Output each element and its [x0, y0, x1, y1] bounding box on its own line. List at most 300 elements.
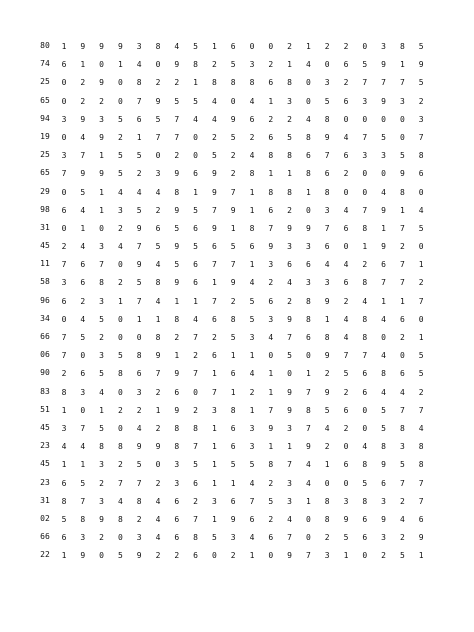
grid-cell: 4	[136, 60, 142, 70]
grid-cell: 4	[155, 260, 161, 270]
grid-cell: 4	[136, 187, 142, 197]
grid-cell: 0	[80, 351, 86, 361]
grid-cell: 0	[324, 478, 330, 488]
grid-cell: 2	[155, 478, 161, 488]
grid-cell: 1	[117, 60, 123, 70]
grid-cell: 9	[381, 96, 386, 106]
grid-cell: 4	[155, 296, 161, 306]
grid-cell: 0	[80, 405, 86, 415]
grid-row	[40, 388, 440, 406]
grid-cell: 3	[99, 496, 104, 506]
grid-row	[40, 406, 440, 424]
grid-cell: 1	[230, 387, 236, 397]
grid-cell: 4	[381, 187, 386, 197]
grid-cell: 7	[362, 132, 368, 142]
grid-cell: 2	[155, 423, 161, 433]
grid-cell: 9	[117, 42, 123, 51]
grid-cell: 3	[418, 114, 424, 124]
grid-cell: 3	[362, 151, 368, 161]
grid-cell: 4	[343, 132, 349, 142]
grid-cell: 9	[80, 114, 86, 124]
grid-cell: 6	[61, 478, 67, 488]
row-header-number: 94	[40, 113, 50, 123]
grid-cell: 7	[99, 260, 104, 270]
grid-cell: 6	[174, 514, 180, 524]
grid-cell: 5	[418, 351, 424, 361]
grid-cell: 2	[418, 278, 424, 288]
grid-cell: 1	[249, 551, 255, 561]
grid-cell: 3	[136, 42, 142, 51]
grid-cell: 2	[155, 205, 161, 215]
grid-cell: 1	[117, 296, 123, 306]
row-header-number: 11	[40, 259, 50, 269]
grid-cell: 9	[287, 551, 292, 561]
grid-cell: 0	[61, 223, 67, 233]
grid-cell: 3	[287, 423, 292, 433]
grid-cell: 5	[61, 514, 67, 524]
grid-cell: 4	[343, 314, 349, 324]
grid-cell: 6	[230, 42, 236, 51]
row-header-number: 65	[40, 95, 50, 105]
grid-cell: 6	[268, 296, 274, 306]
grid-cell: 5	[249, 460, 255, 470]
grid-cell: 4	[80, 242, 86, 252]
grid-cell: 1	[155, 314, 161, 324]
grid-cell: 3	[211, 405, 217, 415]
grid-cell: 5	[174, 223, 180, 233]
grid-cell: 3	[343, 496, 349, 506]
grid-row	[40, 169, 440, 187]
grid-cell: 6	[343, 223, 349, 233]
grid-cell: 4	[249, 278, 255, 288]
grid-cell: 2	[287, 114, 292, 124]
grid-cell: 4	[305, 478, 311, 488]
grid-cell: 5	[136, 278, 142, 288]
grid-cell: 8	[136, 78, 142, 88]
grid-cell: 1	[136, 314, 142, 324]
grid-cell: 2	[324, 533, 330, 543]
grid-cell: 9	[211, 169, 217, 179]
grid-cell: 0	[381, 169, 386, 179]
grid-cell: 1	[211, 442, 217, 452]
grid-cell: 0	[362, 187, 368, 197]
grid-cell: 0	[99, 60, 104, 70]
grid-cell: 9	[155, 351, 161, 361]
grid-cell: 3	[381, 533, 386, 543]
grid-cell: 3	[174, 478, 180, 488]
grid-cell: 6	[305, 333, 311, 342]
grid-cell: 9	[174, 405, 180, 415]
grid-cell: 0	[155, 460, 161, 470]
grid-cell: 6	[362, 387, 368, 397]
grid-cell: 0	[193, 151, 198, 161]
grid-cell: 7	[418, 296, 424, 306]
grid-cell: 2	[193, 496, 198, 506]
grid-cell: 0	[362, 551, 368, 561]
grid-cell: 7	[399, 260, 405, 270]
grid-cell: 7	[287, 533, 292, 543]
grid-cell: 6	[61, 533, 67, 543]
grid-cell: 4	[249, 151, 255, 161]
grid-cell: 2	[80, 96, 86, 106]
grid-cell: 2	[174, 333, 180, 342]
grid-cell: 0	[61, 96, 67, 106]
grid-cell: 5	[80, 333, 86, 342]
grid-row	[40, 315, 440, 333]
grid-cell: 8	[324, 514, 330, 524]
grid-cell: 4	[193, 314, 198, 324]
number-grid	[40, 42, 440, 569]
grid-cell: 9	[80, 42, 86, 51]
grid-cell: 8	[117, 442, 123, 452]
grid-cell: 4	[362, 442, 368, 452]
grid-cell: 0	[117, 260, 123, 270]
grid-cell: 9	[399, 169, 405, 179]
grid-cell: 8	[381, 369, 386, 379]
grid-cell: 1	[268, 169, 274, 179]
grid-cell: 0	[117, 533, 123, 543]
grid-cell: 5	[136, 205, 142, 215]
grid-cell: 8	[117, 514, 123, 524]
grid-cell: 7	[174, 114, 180, 124]
row-header-number: 83	[40, 386, 50, 396]
grid-cell: 7	[211, 260, 217, 270]
grid-cell: 8	[418, 460, 424, 470]
row-header-number: 31	[40, 495, 50, 505]
grid-cell: 2	[193, 405, 198, 415]
grid-cell: 8	[287, 78, 292, 88]
grid-cell: 3	[287, 96, 292, 106]
grid-cell: 2	[268, 60, 274, 70]
grid-cell: 9	[155, 442, 161, 452]
grid-cell: 1	[249, 187, 255, 197]
grid-cell: 4	[305, 114, 311, 124]
grid-cell: 0	[230, 96, 236, 106]
grid-cell: 9	[99, 78, 104, 88]
grid-cell: 8	[305, 405, 311, 415]
grid-cell: 6	[193, 478, 198, 488]
grid-cell: 4	[249, 478, 255, 488]
grid-cell: 4	[136, 423, 142, 433]
grid-cell: 6	[343, 151, 349, 161]
grid-cell: 5	[399, 151, 405, 161]
grid-cell: 1	[418, 551, 424, 561]
grid-cell: 6	[305, 260, 311, 270]
grid-cell: 5	[99, 423, 104, 433]
grid-cell: 7	[117, 478, 123, 488]
grid-cell: 6	[381, 260, 386, 270]
grid-cell: 7	[381, 278, 386, 288]
grid-cell: 1	[193, 78, 198, 88]
row-header-number: 29	[40, 186, 50, 196]
grid-cell: 0	[287, 369, 292, 379]
grid-cell: 2	[343, 387, 349, 397]
grid-cell: 7	[362, 78, 368, 88]
grid-cell: 6	[80, 369, 86, 379]
grid-cell: 2	[155, 78, 161, 88]
grid-cell: 9	[174, 169, 180, 179]
grid-cell: 0	[117, 387, 123, 397]
grid-cell: 7	[381, 78, 386, 88]
grid-cell: 9	[136, 223, 142, 233]
grid-cell: 5	[117, 551, 123, 561]
grid-cell: 9	[381, 514, 386, 524]
grid-cell: 6	[343, 405, 349, 415]
grid-cell: 6	[268, 132, 274, 142]
grid-cell: 8	[324, 187, 330, 197]
grid-cell: 7	[193, 333, 198, 342]
grid-row	[40, 424, 440, 442]
grid-cell: 9	[305, 223, 311, 233]
grid-cell: 6	[418, 514, 424, 524]
grid-row	[40, 97, 440, 115]
grid-cell: 3	[99, 460, 104, 470]
grid-cell: 2	[136, 169, 142, 179]
grid-cell: 9	[287, 387, 292, 397]
grid-cell: 0	[117, 423, 123, 433]
grid-cell: 9	[174, 242, 180, 252]
grid-cell: 3	[399, 96, 405, 106]
grid-cell: 5	[230, 132, 236, 142]
grid-cell: 6	[381, 478, 386, 488]
grid-cell: 6	[80, 278, 86, 288]
grid-cell: 2	[155, 551, 161, 561]
grid-cell: 0	[117, 96, 123, 106]
grid-cell: 8	[249, 169, 255, 179]
grid-cell: 7	[399, 478, 405, 488]
grid-cell: 8	[362, 278, 368, 288]
grid-row	[40, 551, 440, 569]
grid-cell: 8	[268, 151, 274, 161]
grid-cell: 7	[193, 369, 198, 379]
grid-cell: 5	[230, 60, 236, 70]
grid-cell: 6	[324, 242, 330, 252]
grid-cell: 1	[211, 460, 217, 470]
grid-cell: 8	[155, 278, 161, 288]
grid-cell: 5	[249, 314, 255, 324]
grid-cell: 2	[61, 369, 67, 379]
grid-cell: 0	[324, 60, 330, 70]
grid-cell: 0	[117, 314, 123, 324]
grid-cell: 9	[211, 187, 217, 197]
grid-cell: 6	[193, 260, 198, 270]
row-header-number: 90	[40, 368, 50, 378]
grid-cell: 8	[61, 496, 67, 506]
grid-cell: 6	[230, 369, 236, 379]
grid-cell: 1	[99, 405, 104, 415]
grid-cell: 7	[80, 151, 86, 161]
grid-cell: 7	[418, 405, 424, 415]
grid-cell: 8	[155, 42, 161, 51]
grid-cell: 1	[305, 42, 311, 51]
grid-cell: 0	[381, 333, 386, 342]
grid-cell: 6	[174, 387, 180, 397]
grid-cell: 7	[418, 478, 424, 488]
grid-cell: 2	[193, 351, 198, 361]
grid-cell: 2	[230, 296, 236, 306]
grid-row	[40, 460, 440, 478]
grid-cell: 5	[193, 205, 198, 215]
grid-cell: 3	[136, 387, 142, 397]
grid-cell: 6	[155, 223, 161, 233]
grid-cell: 6	[230, 442, 236, 452]
grid-cell: 4	[211, 114, 217, 124]
grid-row	[40, 206, 440, 224]
grid-cell: 3	[362, 96, 368, 106]
grid-cell: 7	[193, 514, 198, 524]
grid-cell: 3	[399, 442, 405, 452]
grid-cell: 3	[61, 423, 67, 433]
grid-cell: 6	[399, 314, 405, 324]
grid-cell: 3	[381, 496, 386, 506]
grid-cell: 7	[362, 351, 368, 361]
grid-cell: 3	[381, 151, 386, 161]
grid-cell: 9	[230, 114, 236, 124]
grid-cell: 1	[230, 223, 236, 233]
grid-cell: 3	[136, 533, 142, 543]
grid-cell: 0	[362, 405, 368, 415]
grid-cell: 8	[249, 78, 255, 88]
grid-cell: 1	[399, 205, 405, 215]
grid-cell: 1	[99, 205, 104, 215]
grid-cell: 6	[268, 78, 274, 88]
grid-cell: 5	[362, 478, 368, 488]
grid-cell: 4	[155, 496, 161, 506]
grid-cell: 5	[80, 187, 86, 197]
grid-cell: 9	[211, 223, 217, 233]
grid-cell: 2	[99, 533, 104, 543]
grid-row	[40, 224, 440, 242]
grid-cell: 2	[174, 151, 180, 161]
grid-row	[40, 133, 440, 151]
grid-cell: 4	[418, 423, 424, 433]
grid-cell: 4	[117, 187, 123, 197]
grid-cell: 4	[193, 114, 198, 124]
grid-cell: 6	[343, 96, 349, 106]
grid-cell: 2	[230, 151, 236, 161]
grid-cell: 5	[155, 114, 161, 124]
grid-cell: 6	[268, 533, 274, 543]
grid-cell: 8	[399, 187, 405, 197]
grid-cell: 3	[211, 496, 217, 506]
grid-cell: 0	[268, 42, 274, 51]
grid-cell: 3	[324, 551, 330, 561]
grid-cell: 0	[305, 78, 311, 88]
grid-cell: 4	[305, 60, 311, 70]
grid-cell: 1	[343, 551, 349, 561]
grid-cell: 4	[80, 442, 86, 452]
grid-cell: 0	[399, 114, 405, 124]
grid-cell: 5	[117, 114, 123, 124]
grid-cell: 0	[343, 114, 349, 124]
grid-cell: 1	[381, 296, 386, 306]
grid-cell: 9	[136, 551, 142, 561]
grid-cell: 2	[249, 132, 255, 142]
grid-cell: 4	[381, 314, 386, 324]
grid-cell: 8	[305, 314, 311, 324]
grid-cell: 0	[99, 551, 104, 561]
row-header-number: 19	[40, 131, 50, 141]
grid-cell: 1	[211, 278, 217, 288]
grid-row	[40, 479, 440, 497]
grid-cell: 5	[381, 405, 386, 415]
grid-cell: 6	[61, 205, 67, 215]
grid-cell: 6	[211, 314, 217, 324]
grid-cell: 0	[193, 132, 198, 142]
grid-cell: 1	[174, 351, 180, 361]
grid-cell: 1	[287, 60, 292, 70]
grid-cell: 7	[362, 205, 368, 215]
grid-cell: 0	[61, 132, 67, 142]
row-header-number: 66	[40, 332, 50, 341]
grid-cell: 9	[418, 533, 424, 543]
grid-cell: 5	[324, 405, 330, 415]
grid-cell: 6	[418, 169, 424, 179]
grid-cell: 5	[287, 132, 292, 142]
grid-cell: 5	[249, 296, 255, 306]
grid-cell: 6	[343, 278, 349, 288]
grid-cell: 1	[99, 151, 104, 161]
grid-cell: 3	[324, 78, 330, 88]
grid-cell: 2	[399, 496, 405, 506]
grid-cell: 2	[230, 551, 236, 561]
grid-cell: 5	[230, 333, 236, 342]
grid-cell: 1	[99, 187, 104, 197]
grid-cell: 3	[305, 278, 311, 288]
row-header-number: 66	[40, 532, 50, 542]
grid-cell: 2	[155, 387, 161, 397]
grid-cell: 2	[324, 369, 330, 379]
grid-cell: 6	[193, 278, 198, 288]
grid-cell: 2	[117, 460, 123, 470]
grid-cell: 7	[155, 369, 161, 379]
grid-cell: 1	[193, 296, 198, 306]
grid-cell: 2	[61, 242, 67, 252]
grid-cell: 2	[117, 405, 123, 415]
grid-cell: 4	[61, 442, 67, 452]
grid-cell: 3	[249, 423, 255, 433]
grid-cell: 0	[399, 132, 405, 142]
grid-cell: 6	[362, 533, 368, 543]
grid-cell: 9	[305, 442, 311, 452]
grid-cell: 9	[381, 205, 386, 215]
grid-cell: 2	[343, 423, 349, 433]
grid-cell: 7	[418, 132, 424, 142]
grid-cell: 7	[287, 333, 292, 342]
grid-cell: 8	[362, 314, 368, 324]
grid-cell: 2	[399, 533, 405, 543]
grid-cell: 6	[287, 260, 292, 270]
grid-cell: 4	[174, 42, 180, 51]
grid-cell: 0	[249, 42, 255, 51]
grid-cell: 9	[174, 369, 180, 379]
grid-cell: 3	[249, 333, 255, 342]
grid-cell: 8	[230, 314, 236, 324]
grid-cell: 0	[61, 314, 67, 324]
grid-cell: 9	[99, 42, 104, 51]
grid-cell: 8	[305, 296, 311, 306]
grid-cell: 2	[80, 296, 86, 306]
grid-cell: 0	[268, 551, 274, 561]
grid-cell: 0	[61, 78, 67, 88]
grid-cell: 0	[155, 151, 161, 161]
grid-cell: 3	[268, 260, 274, 270]
grid-cell: 8	[399, 423, 405, 433]
row-header-number: 23	[40, 477, 50, 487]
grid-cell: 4	[155, 533, 161, 543]
grid-cell: 1	[268, 96, 274, 106]
grid-cell: 5	[324, 96, 330, 106]
